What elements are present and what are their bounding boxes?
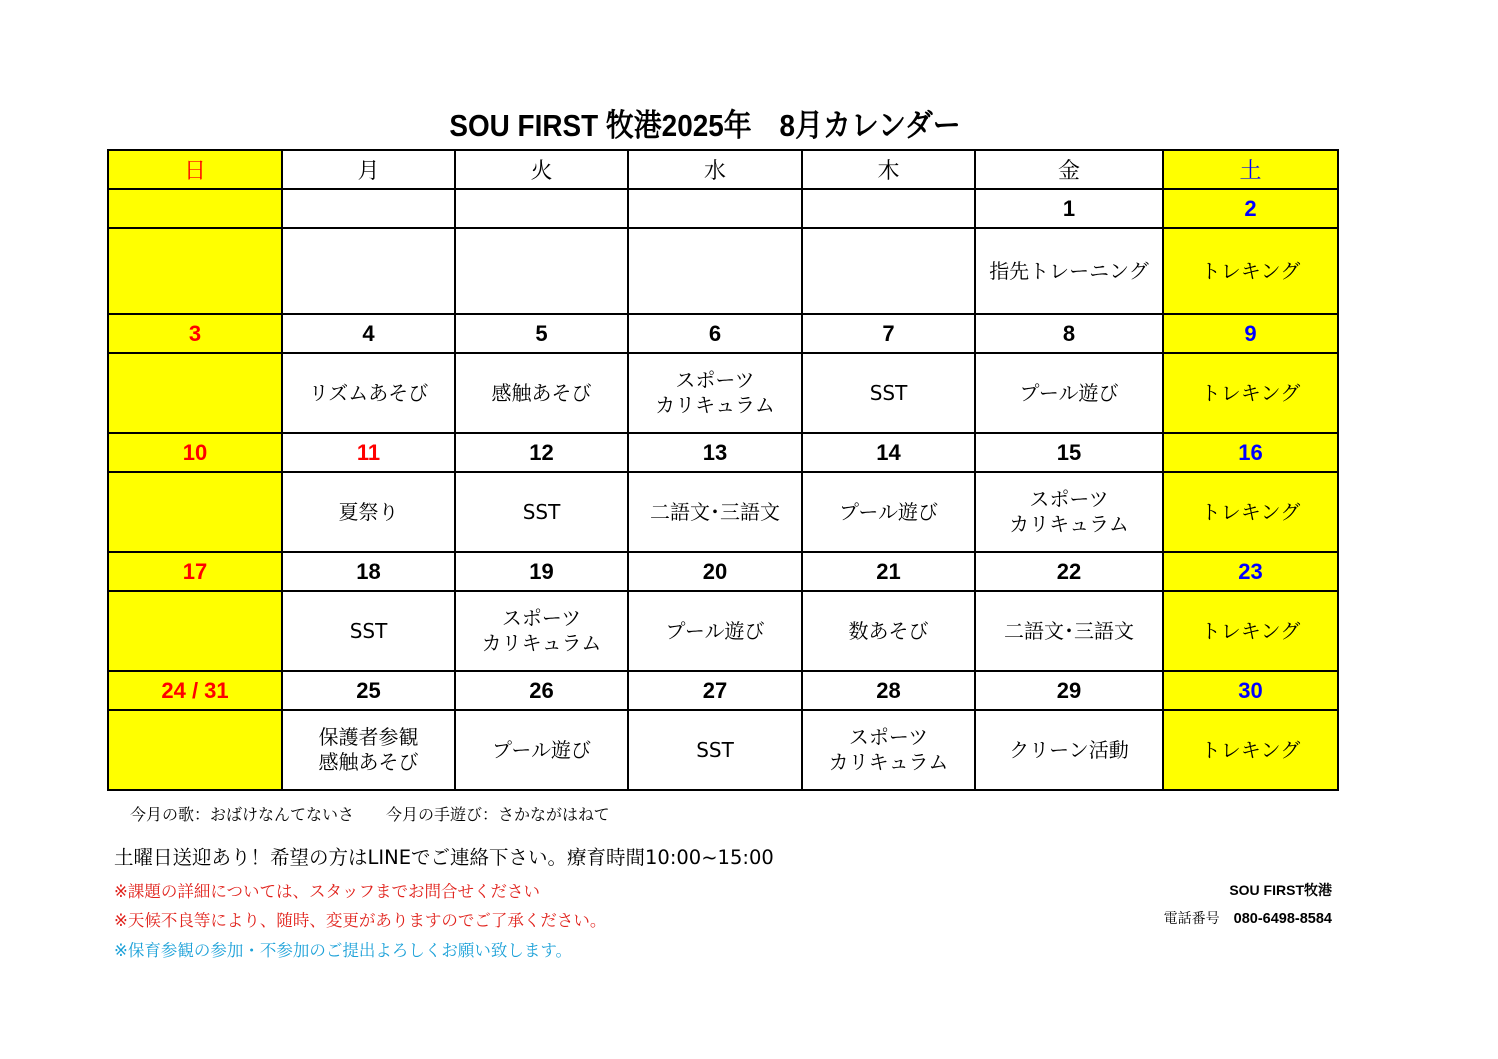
note-weather: ※天候不良等により、随時、変更がありますのでご了承ください。 [114, 911, 607, 930]
date-cell: 26 [455, 671, 628, 710]
weekday-header: 木 [802, 150, 975, 189]
date-cell: 30 [1163, 671, 1338, 710]
activity-cell [975, 710, 1163, 790]
activity-row [108, 228, 1338, 314]
date-cell: 1 [975, 189, 1163, 228]
date-cell: 19 [455, 552, 628, 591]
activity-text: 感触あそび [491, 380, 592, 405]
date-cell: 23 [1163, 552, 1338, 591]
activity-text: 感触あそび [318, 750, 419, 774]
date-cell: 22 [975, 552, 1163, 591]
activity-cell [108, 353, 282, 433]
activity-cell [282, 710, 455, 790]
date-cell: 29 [975, 671, 1163, 710]
activity-cell [975, 591, 1163, 671]
activity-cell [975, 353, 1163, 433]
activity-text: スポーツ [501, 606, 582, 630]
activity-text: スポーツ [675, 368, 755, 392]
date-cell: 4 [282, 314, 455, 353]
date-row [108, 671, 1338, 710]
date-cell: 18 [282, 552, 455, 591]
activity-text: 二語文･三語文 [1004, 618, 1134, 643]
activity-row [108, 710, 1338, 790]
date-cell: 8 [975, 314, 1163, 353]
company-name: SOU FIRST牧港 [1229, 882, 1332, 898]
activity-text: SST [696, 737, 734, 762]
activity-row [108, 353, 1338, 433]
date-cell [455, 189, 628, 228]
date-cell: 14 [802, 433, 975, 472]
date-cell: 11 [282, 433, 455, 472]
date-row [108, 314, 1338, 353]
activity-cell [282, 472, 455, 552]
monthly-song-line: 今月の歌：おばけなんてないさ 今月の手遊び：さかながはねて [130, 805, 610, 824]
weekday-header: 日 [108, 150, 282, 189]
date-cell: 10 [108, 433, 282, 472]
weekday-header: 金 [975, 150, 1163, 189]
activity-cell [802, 472, 975, 552]
phone-info [1164, 908, 1332, 928]
date-cell: 5 [455, 314, 628, 353]
weekday-header: 月 [282, 150, 455, 189]
activity-text: トレキング [1200, 618, 1301, 643]
activity-text: SST [349, 618, 388, 643]
activity-cell [1163, 353, 1338, 433]
date-row [108, 189, 1338, 228]
activity-cell [628, 591, 802, 671]
activity-cell [455, 710, 628, 790]
date-cell: 20 [628, 552, 802, 591]
note-observation: ※保育参観の参加・不参加のご提出よろしくお願い致します。 [114, 941, 573, 960]
activity-text: プール遊び [839, 499, 938, 524]
date-cell: 6 [628, 314, 802, 353]
activity-text: カリキュラム [481, 631, 602, 655]
date-cell: 16 [1163, 433, 1338, 472]
activity-text: トレキング [1200, 499, 1301, 524]
activity-cell [802, 228, 975, 314]
page-title: SOU FIRST 牧港2025年 8月カレンダー [449, 108, 961, 143]
date-cell [282, 189, 455, 228]
date-cell: 21 [802, 552, 975, 591]
activity-cell [975, 228, 1163, 314]
activity-cell [282, 353, 455, 433]
activity-cell [455, 228, 628, 314]
date-cell: 17 [108, 552, 282, 591]
activity-cell [1163, 710, 1338, 790]
activity-cell [455, 591, 628, 671]
activity-cell [282, 228, 455, 314]
activity-cell [108, 228, 282, 314]
activity-cell [455, 353, 628, 433]
activity-cell [1163, 472, 1338, 552]
activity-text: プール遊び [492, 737, 591, 762]
activity-text: スポーツ [1029, 487, 1109, 511]
activity-text: 指先トレーニング [989, 258, 1149, 283]
activity-cell [108, 591, 282, 671]
weekday-header: 火 [455, 150, 628, 189]
activity-cell [802, 710, 975, 790]
activity-cell [1163, 591, 1338, 671]
activity-cell [802, 591, 975, 671]
phone-number: 080-6498-8584 [1233, 911, 1332, 927]
activity-text: トレキング [1200, 737, 1301, 762]
date-cell: 13 [628, 433, 802, 472]
activity-text: カリキュラム [828, 750, 949, 774]
activity-text: プール遊び [1019, 380, 1119, 405]
date-cell [108, 189, 282, 228]
activity-text: プール遊び [665, 618, 765, 643]
date-cell: 12 [455, 433, 628, 472]
activity-text: 夏祭り [338, 499, 399, 524]
date-cell [802, 189, 975, 228]
date-cell [628, 189, 802, 228]
activity-text: トレキング [1200, 380, 1301, 405]
activity-text: カリキュラム [655, 393, 775, 417]
date-cell: 28 [802, 671, 975, 710]
calendar-table [107, 149, 1339, 791]
date-row [108, 552, 1338, 591]
activity-row [108, 472, 1338, 552]
date-cell: 25 [282, 671, 455, 710]
activity-cell [802, 353, 975, 433]
activity-cell [282, 591, 455, 671]
date-row [108, 433, 1338, 472]
date-cell: 15 [975, 433, 1163, 472]
activity-cell [108, 710, 282, 790]
date-cell: 27 [628, 671, 802, 710]
activity-text: トレキング [1200, 258, 1301, 283]
date-cell: 3 [108, 314, 282, 353]
weekday-header: 水 [628, 150, 802, 189]
activity-cell [108, 472, 282, 552]
activity-text: スポーツ [848, 725, 929, 749]
activity-cell [455, 472, 628, 552]
date-cell: 7 [802, 314, 975, 353]
saturday-notice: 土曜日送迎あり！希望の方はLINEでご連絡下さい。療育時間10:00~15:00 [114, 846, 774, 869]
weekday-header: 土 [1163, 150, 1338, 189]
activity-text: 保護者参観 [318, 725, 419, 749]
activity-text: SST [869, 380, 908, 405]
activity-text: 二語文･三語文 [650, 499, 780, 524]
activity-cell [628, 353, 802, 433]
activity-row [108, 591, 1338, 671]
date-cell: 9 [1163, 314, 1338, 353]
activity-text: カリキュラム [1009, 512, 1129, 536]
date-cell: 2 [1163, 189, 1338, 228]
activity-text: SST [522, 499, 561, 524]
date-cell: 24 / 31 [108, 671, 282, 710]
note-details: ※課題の詳細については、スタッフまでお問合せください [114, 882, 540, 901]
activity-text: クリーン活動 [1009, 737, 1129, 762]
weekday-header-row [108, 150, 1338, 189]
phone-label: 電話番号 [1163, 911, 1220, 927]
activity-text: リズムあそび [308, 380, 429, 405]
activity-cell [975, 472, 1163, 552]
activity-text: 数あそび [848, 618, 929, 643]
activity-cell [628, 228, 802, 314]
activity-cell [628, 710, 802, 790]
activity-cell [628, 472, 802, 552]
activity-cell [1163, 228, 1338, 314]
